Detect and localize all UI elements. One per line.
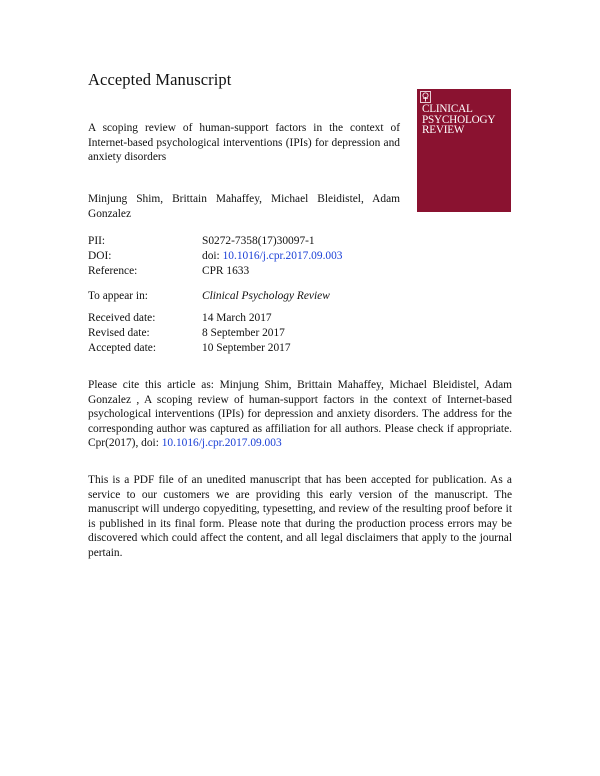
received-value: 14 March 2017 <box>202 312 272 324</box>
pii-value: S0272-7358(17)30097-1 <box>202 235 315 247</box>
cover-journal-title <box>422 104 510 136</box>
doi-label: DOI: <box>88 250 112 262</box>
appear-label: To appear in: <box>88 290 148 302</box>
elsevier-tree-icon <box>420 91 431 103</box>
citation-text: Please cite this article as: Minjung Shim, Brittain Mahaffey, Michael Bleidistel, Adam Gonzalez , A scoping review of human-support factors in the context of Internet-based psychological interventions (IPIs) for depression and anxiety disorders. The address for the corresponding author was captured as affiliation for all authors. Please check if appropriate. Cpr(2017), doi: <box>88 379 512 449</box>
reference-value: CPR 1633 <box>202 265 250 277</box>
cover-title-line: CLINICAL <box>422 103 473 115</box>
pii-label: PII: <box>88 235 106 247</box>
article-authors: Minjung Shim, Brittain Mahaffey, Michael Bleidistel, Adam Gonzalez <box>88 193 400 220</box>
cover-title-line: PSYCHOLOGY <box>422 113 496 126</box>
doi-link[interactable]: 10.1016/j.cpr.2017.09.003 <box>222 250 343 262</box>
accepted-label: Accepted date: <box>88 342 156 354</box>
doi-value <box>202 250 343 262</box>
cover-title-line: REVIEW <box>422 124 465 137</box>
revised-value: 8 September 2017 <box>202 327 285 339</box>
received-label: Received date: <box>88 312 156 324</box>
doi-prefix: doi: <box>202 250 220 262</box>
reference-label: Reference: <box>88 265 138 277</box>
citation-doi-link[interactable]: 10.1016/j.cpr.2017.09.003 <box>161 437 282 449</box>
accepted-value: 10 September 2017 <box>202 342 291 354</box>
article-title: A scoping review of human-support factors in the context of Internet-based psychological interventions (IPIs) for depression and anxiety disorders <box>88 122 400 164</box>
unedited-notice-paragraph: This is a PDF file of an unedited manuscript that has been accepted for publication. As a service to our customers we are providing this early version of the manuscript. The manuscript will undergo copyediting, typesetting, and review of the resulting proof before it is published in its final form. Please note that during the production process errors may be discovered which could affect the content, and all legal disclaimers that apply to the journal pertain. <box>88 474 512 559</box>
accepted-manuscript-heading: Accepted Manuscript <box>88 70 232 89</box>
journal-cover <box>417 89 511 212</box>
citation-paragraph <box>88 378 512 451</box>
journal-name: Clinical Psychology Review <box>202 290 330 302</box>
revised-label: Revised date: <box>88 327 150 339</box>
